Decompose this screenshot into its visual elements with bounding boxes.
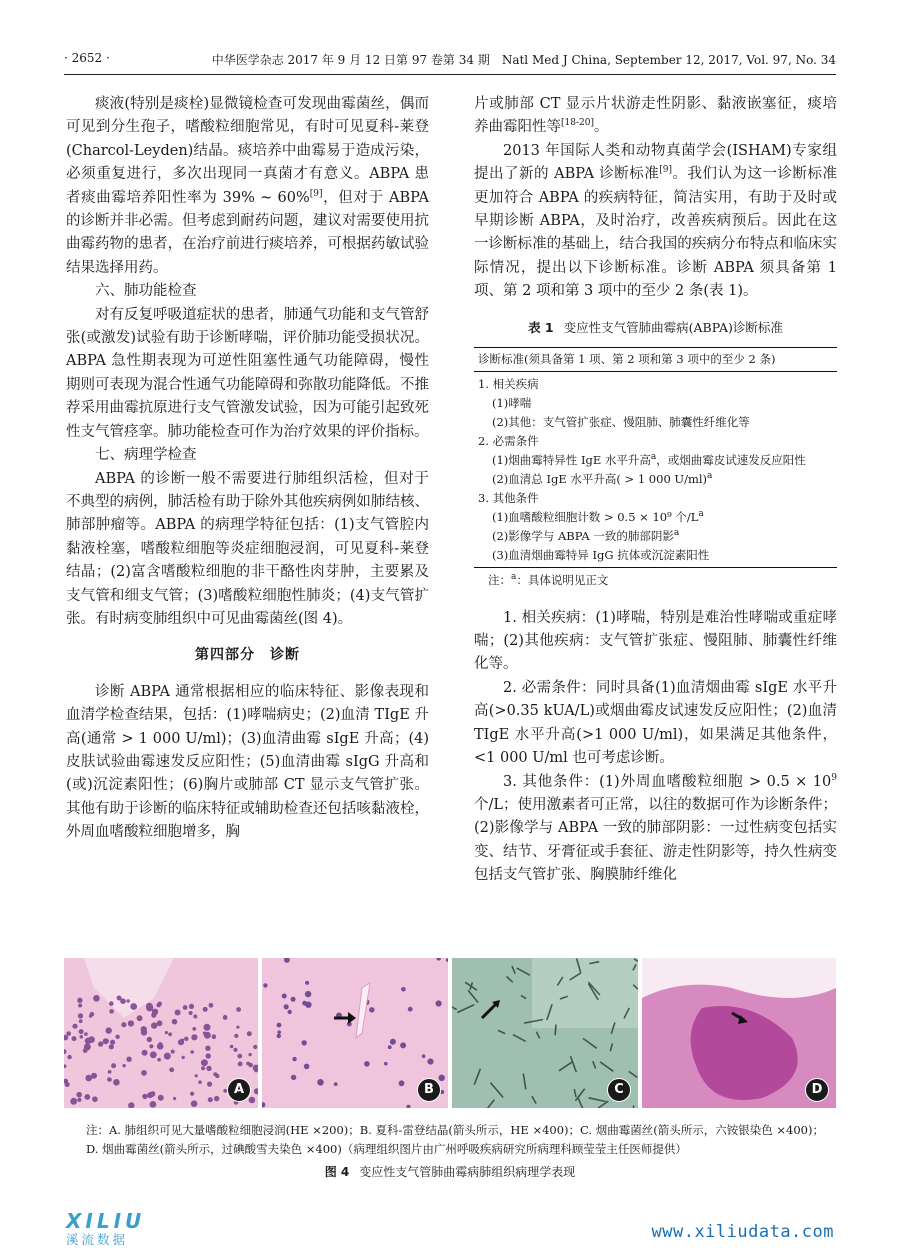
figure-title: 变应性支气管肺曲霉病肺组织病理学表现	[359, 1165, 576, 1179]
panel-label-a: A	[227, 1078, 251, 1102]
paragraph-sputum: 痰液(特别是痰栓)显微镜检查可发现曲霉菌丝，偶而可见到分生孢子，嗜酸粒细胞常见，有时可见夏科-莱登(Charcol-Leyden)结晶。痰培养中曲霉易于造成污染，必须重复进行，多次出现同一真菌才有意义。ABPA 患者痰曲霉培养阳性率为 39% ~ 60%[9]，但对于 ABPA 的诊断并非必需。但考虑到耐药问题，建议对需要使用抗曲霉药物的患者，在治疗前进行痰培养，可根据药敏试验结果选择用药。	[66, 96, 429, 276]
paragraph-isham: 2013 年国际人类和动物真菌学会(ISHAM)专家组提出了新的 ABPA 诊断标准[9]。我们认为这一诊断标准更加符合 ABPA 的疾病特征，简洁实用，有助于及时或早期诊断 ABPA，及时治疗，改善疾病预后。因此在这一诊断标准的基础上，结合我国的疾病分布特点和临床实际情况，提出以下诊断标准。诊断 ABPA 须具备第 1 项、第 2 项和第 3 项中的至少 2 条(表 1)。	[474, 142, 837, 300]
citation-ref: [9]	[309, 188, 323, 199]
table-row: (2)血清总 IgE 水平升高( > 1 000 U/ml)$^a$	[492, 470, 713, 486]
page-number: · 2652 ·	[64, 51, 110, 65]
paragraph-pathology: ABPA 的诊断一般不需要进行肺组织活检，但对于不典型的病例，肺活检有助于除外其他疾病例如肺结核、肺部肿瘤等。ABPA 的病理学特征包括：(1)支气管腔内黏液栓塞，嗜酸粒细胞等炎症细胞浸润，可见夏科-莱登结晶；(2)富含嗜酸粒细胞的非干酪性肉芽肿，主要累及支气管和细支气管；(3)嗜酸粒细胞性肺炎；(4)支气管扩张。有时病变肺组织中可见曲霉菌丝(图 4)。	[66, 470, 429, 627]
header-rule	[64, 74, 836, 75]
panel-d-image	[642, 958, 836, 1108]
panel-c-image	[452, 958, 638, 1108]
part-heading-diagnosis: 第四部分 诊断	[195, 647, 300, 664]
criteria-table	[474, 318, 837, 593]
table-row: (1)哮喘	[492, 395, 532, 410]
table-title: 变应性支气管肺曲霉病(ABPA)诊断标准	[563, 319, 783, 335]
panel-a-image	[64, 958, 258, 1108]
panel-label-b: B	[417, 1078, 441, 1102]
paragraph-continued: 片或肺部 CT 显示片状游走性阴影、黏液嵌塞征，痰培养曲霉阳性等[18-20]。	[474, 96, 837, 136]
paragraph-criterion-3: 3. 其他条件：(1)外周血嗜酸粒细胞 > $0.5 \times 10^9$个/L；使用激素者可正常，以往的数据可作为诊断条件；(2)影像学与 ABPA 一致的肺部阴影：一过性病变包括实变、结节、牙膏征或手套征、游走性阴影等，持久性病变包括支气管扩张、胸膜肺纤维化	[474, 772, 837, 884]
journal-citation: 中华医学杂志 2017 年 9 月 12 日第 97 卷第 34 期 Natl Med J China, September 12, 2017, Vol. 97, No. 34	[211, 53, 836, 67]
paragraph-diagnosis: 诊断 ABPA 通常根据相应的临床特征、影像表现和血清学检查结果，包括：(1)哮喘病史；(2)血清 TIgE 升高(通常 > 1 000 U/ml)；(3)血清曲霉 sIgE 升高；(4)皮肤试验曲霉速发反应阳性；(5)血清曲霉 sIgG 升高和(或)沉淀素阳性；(6)胸片或肺部 CT 显示支气管扩张。其他有助于诊断的临床特征或辅助检查还包括咳黏液栓，外周血嗜酸粒细胞增多，胸	[66, 683, 429, 841]
right-column	[474, 93, 837, 888]
table-row: (2)影像学与 ABPA 一致的肺部阴影$^a$	[492, 527, 680, 543]
figure-caption	[0, 1163, 900, 1180]
citation-ref: [18-20]	[561, 118, 594, 129]
table-row: 1. 相关疾病	[478, 376, 539, 391]
table-caption	[474, 318, 837, 337]
figure-note: 注：A. 肺组织可见大量嗜酸粒细胞浸润(HE ×200)；B. 夏科-雷登结晶(箭头所示，HE ×400)；C. 烟曲霉菌丝(箭头所示，六铵银染色 ×400)；D. 烟曲霉菌丝(箭头所示，过碘酸雪夫染色 ×400)（病理组织图片由广州呼吸疾病研究所病理科顾莹莹主任医师提供）	[86, 1123, 824, 1156]
table-row: 2. 必需条件	[478, 433, 539, 448]
table-note: 注：$^a$：具体说明见正文	[488, 571, 609, 587]
section-heading-lung-function: 六、肺功能检查	[95, 283, 197, 300]
table-body	[474, 372, 837, 568]
panel-label-c: C	[607, 1078, 631, 1102]
running-header	[64, 51, 836, 71]
left-column	[66, 93, 429, 845]
table-row: (1)烟曲霉特异性 IgE 水平升高$^a$，或烟曲霉皮试速发反应阳性	[492, 451, 806, 467]
panel-b-image	[262, 958, 448, 1108]
website-url[interactable]: www.xiliudata.com	[651, 1222, 834, 1242]
panel-label-d: D	[805, 1078, 829, 1102]
table-label: 表 1	[528, 319, 554, 335]
table-row: (3)血清烟曲霉特异 IgG 抗体或沉淀素阳性	[492, 547, 710, 562]
citation-ref: [9]	[659, 165, 672, 176]
paragraph-lung-function: 对有反复呼吸道症状的患者，肺通气功能和支气管舒张(或激发)试验有助于诊断哮喘，评价肺功能受损状况。ABPA 急性期表现为可逆性阻塞性通气功能障碍，慢性期则可表现为混合性通气功能障碍和弥散功能降低。不推荐采用曲霉抗原进行支气管激发试验，因为可能引起致死性支气管痉挛。肺功能检查可作为治疗效果的评价指标。	[66, 306, 429, 440]
paragraph-criterion-1: 1. 相关疾病：(1)哮喘，特别是难治性哮喘或重症哮喘；(2)其他疾病：支气管扩张症、慢阻肺、肺囊性纤维化等。	[474, 609, 837, 673]
paragraph-criterion-2: 2. 必需条件：同时具备(1)血清烟曲霉 sIgE 水平升高(>0.35 kUA/L)或烟曲霉皮试速发反应阳性；(2)血清 TIgE 水平升高(>1 000 U/ml)，如果满足其他条件，<1 000 U/ml 也可考虑诊断。	[474, 679, 837, 767]
table-row: (1)血嗜酸粒细胞计数 > 0.5 × 10⁹ 个$/L^a$	[492, 508, 704, 524]
logo-subtitle: 溪流数据	[66, 1232, 129, 1247]
logo-wordmark: XILIU	[66, 1209, 146, 1233]
table-row: (2)其他：支气管扩张症、慢阻肺、肺囊性纤维化等	[492, 414, 750, 429]
figure-label: 图 4	[324, 1165, 350, 1179]
watermark-logo	[66, 1209, 176, 1245]
table-row: 3. 其他条件	[478, 490, 539, 505]
figure-4-panels	[64, 958, 836, 1110]
section-heading-pathology: 七、病理学检查	[95, 447, 197, 464]
table-header: 诊断标准(须具备第 1 项、第 2 项和第 3 项中的至少 2 条)	[474, 348, 837, 372]
